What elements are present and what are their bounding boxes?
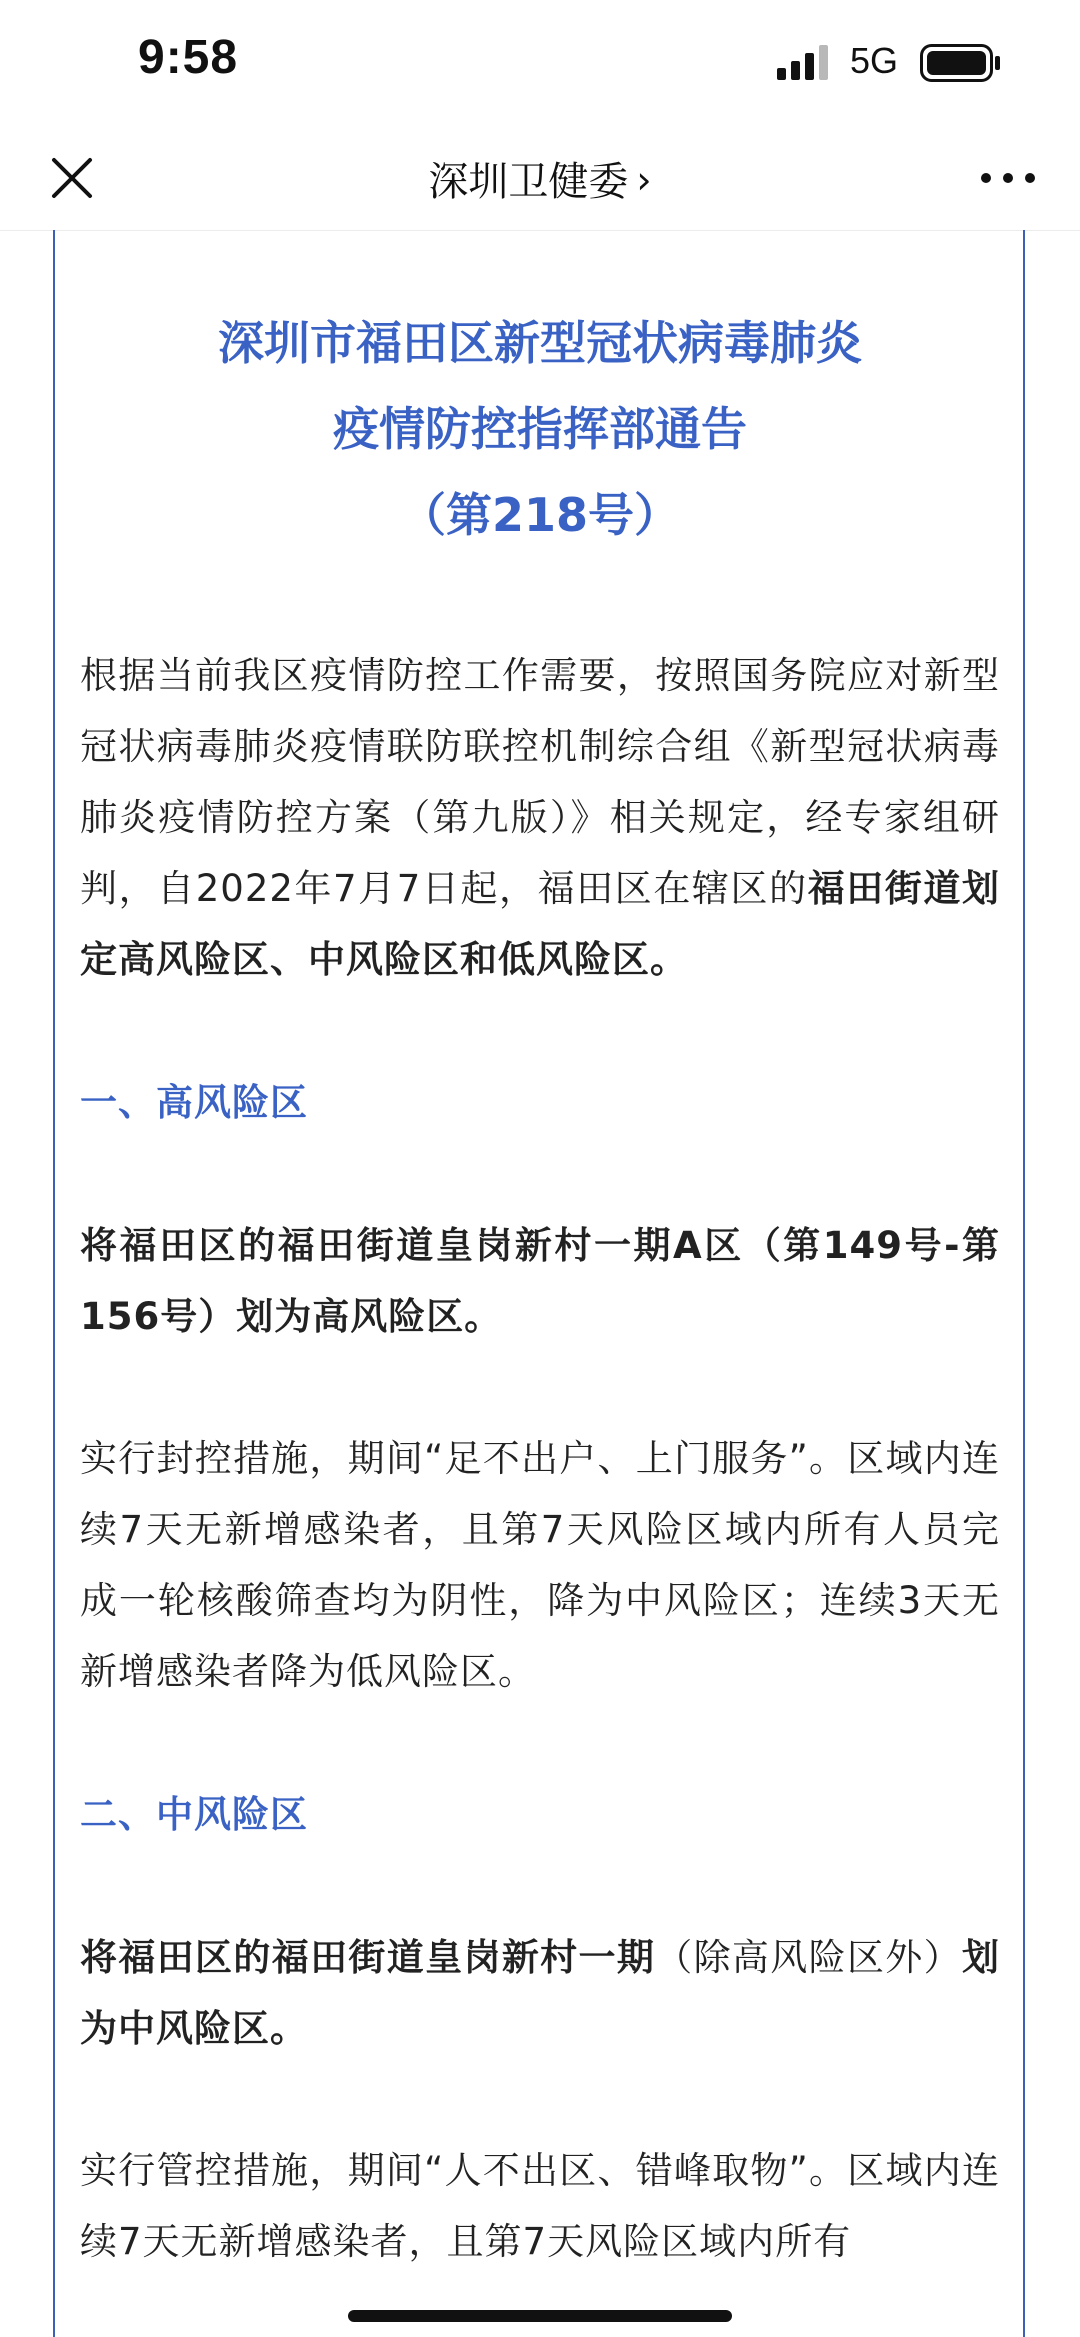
title-line: 疫情防控指挥部通告: [333, 402, 747, 456]
high-risk-designation: 将福田区的福田街道皇岗新村一期A区（第149号-第156号）划为高风险区。: [80, 1224, 1000, 1338]
medium-risk-note: （除高风险区外）: [655, 1936, 963, 1979]
section-heading-high-risk: 一、高风险区: [80, 1081, 308, 1124]
signal-icon: [775, 44, 835, 80]
status-bar: [0, 0, 1080, 130]
battery-icon: [920, 44, 1002, 82]
high-risk-measures: 实行封控措施，期间“足不出户、上门服务”。区域内连续7天无新增感染者，且第7天风险区域内所有人员完成一轮核酸筛查均为阴性，降为中风险区；连续3天无新增感染者降为低风险区。: [80, 1437, 1000, 1693]
section-heading-medium-risk: 二、中风险区: [80, 1793, 308, 1836]
title-line: （第218号）: [399, 488, 681, 542]
chevron-right-icon: ›: [636, 158, 652, 202]
article-body: [80, 640, 1000, 2277]
more-icon[interactable]: [976, 152, 1040, 204]
status-time: 9:58: [138, 31, 239, 84]
intro-bold-text: 福田街道划定高风险区、中风险区和低风险区。: [80, 867, 1001, 981]
network-label: 5G: [850, 40, 899, 81]
account-name: 深圳卫健委: [428, 159, 629, 205]
nav-bar: [0, 130, 1080, 231]
medium-risk-bold-a: 将福田区的福田街道皇岗新村一期: [80, 1936, 656, 1979]
medium-risk-designation: [80, 1922, 1000, 2064]
article-title: [0, 300, 1080, 558]
intro-paragraph: [80, 640, 1000, 995]
intro-text: 根据当前我区疫情防控工作需要，按照国务院应对新型冠状病毒肺炎疫情联防联控机制综合组《新型冠状病毒肺炎疫情防控方案（第九版）》相关规定，经专家组研判，自2022年7月7日起，福田区在辖区的: [80, 654, 1000, 910]
medium-risk-bold-b: 划为中风险区。: [80, 1936, 1001, 2050]
medium-risk-measures: 实行管控措施，期间“人不出区、错峰取物”。区域内连续7天无新增感染者，且第7天风险区域内所有: [80, 2149, 1000, 2263]
account-title-link[interactable]: [0, 150, 1080, 207]
home-indicator: [348, 2310, 732, 2322]
title-line: 深圳市福田区新型冠状病毒肺炎: [218, 316, 862, 370]
